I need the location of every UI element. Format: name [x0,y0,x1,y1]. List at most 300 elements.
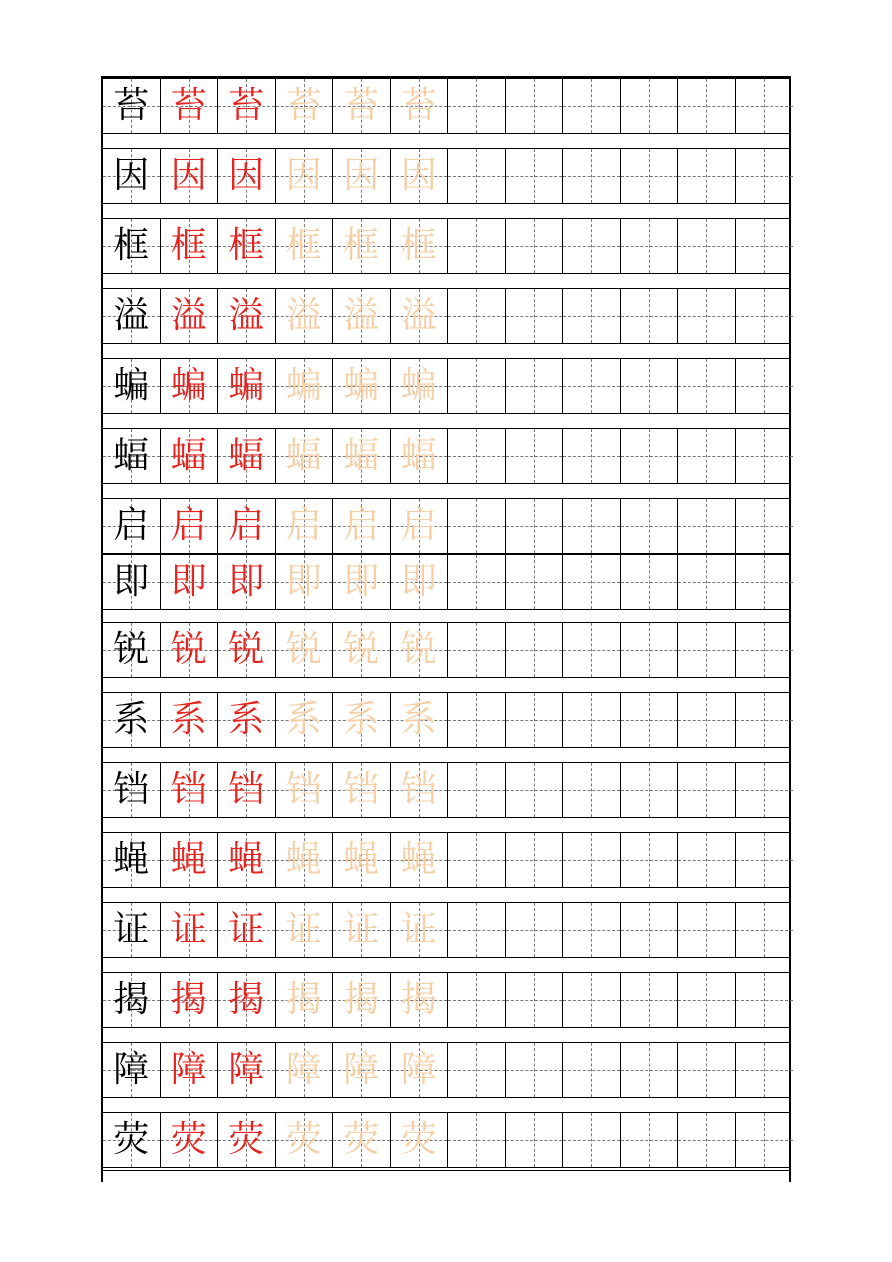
practice-row [103,78,789,134]
blank-cell [621,359,679,413]
blank-cell [448,359,506,413]
trace-character [333,359,391,413]
trace-character [276,973,334,1027]
character-glyph: 障 [170,1049,207,1090]
blank-cell [506,555,564,609]
blank-cell [678,219,736,273]
character-glyph: 蝇 [400,839,437,880]
trace-character [276,79,334,133]
blank-cell [621,429,679,483]
trace-character [333,499,391,553]
character-glyph: 荧 [228,1119,265,1160]
character-glyph: 框 [170,225,207,266]
character-glyph: 即 [343,561,380,602]
blank-cell [678,555,736,609]
character-glyph: 因 [170,155,207,196]
blank-cell [621,693,679,747]
blank-cell [678,429,736,483]
blank-cell [621,1113,679,1167]
character-glyph: 即 [170,561,207,602]
red-character [218,693,276,747]
blank-cell [621,623,679,677]
trace-character [276,289,334,343]
blank-cell [448,973,506,1027]
character-glyph: 蝙 [400,365,437,406]
blank-cell [506,79,564,133]
blank-cell [563,1113,621,1167]
blank-cell [736,903,794,957]
practice-row [103,1112,789,1168]
blank-cell [448,1113,506,1167]
trace-character [391,833,449,887]
character-glyph: 启 [170,505,207,546]
practice-row [103,498,789,554]
model-character [103,555,161,609]
character-glyph: 揭 [170,979,207,1020]
trace-character [391,79,449,133]
character-glyph: 铛 [285,769,322,810]
blank-cell [563,623,621,677]
character-glyph: 证 [400,909,437,950]
trace-character [276,429,334,483]
character-glyph: 苔 [285,85,322,126]
red-character [218,763,276,817]
model-character [103,623,161,677]
character-glyph: 系 [170,699,207,740]
blank-cell [563,833,621,887]
trace-character [391,219,449,273]
blank-cell [621,903,679,957]
character-glyph: 铛 [343,769,380,810]
character-glyph: 框 [285,225,322,266]
red-character [161,555,219,609]
character-glyph: 苔 [170,85,207,126]
blank-cell [736,693,794,747]
practice-row [103,692,789,748]
character-glyph: 蝇 [285,839,322,880]
blank-cell [506,693,564,747]
blank-cell [736,429,794,483]
blank-cell [448,149,506,203]
trace-character [333,833,391,887]
blank-cell [678,79,736,133]
character-glyph: 铛 [113,769,150,810]
character-glyph: 启 [113,505,150,546]
blank-cell [621,1043,679,1097]
blank-cell [736,499,794,553]
blank-cell [678,763,736,817]
blank-cell [621,289,679,343]
trace-character [391,359,449,413]
character-glyph: 溢 [285,295,322,336]
character-glyph: 溢 [228,295,265,336]
trace-character [276,903,334,957]
blank-cell [678,359,736,413]
trace-character [333,1043,391,1097]
model-character [103,289,161,343]
character-glyph: 启 [343,505,380,546]
trace-character [391,555,449,609]
red-character [218,149,276,203]
blank-cell [506,359,564,413]
trace-character [276,833,334,887]
partial-row [103,1170,789,1184]
model-character [103,903,161,957]
trace-character [391,1113,449,1167]
blank-cell [736,623,794,677]
blank-cell [736,79,794,133]
blank-cell [448,79,506,133]
blank-cell [506,833,564,887]
blank-cell [736,1113,794,1167]
trace-character [391,429,449,483]
blank-cell [736,149,794,203]
red-character [218,623,276,677]
blank-cell [563,1043,621,1097]
red-character [161,289,219,343]
character-glyph: 揭 [113,979,150,1020]
character-glyph: 蝠 [400,435,437,476]
blank-cell [563,79,621,133]
practice-row [103,148,789,204]
character-glyph: 苔 [343,85,380,126]
character-glyph: 系 [400,699,437,740]
red-character [161,763,219,817]
character-glyph: 因 [285,155,322,196]
character-glyph: 蝇 [113,839,150,880]
practice-row [103,218,789,274]
blank-cell [678,903,736,957]
trace-character [333,429,391,483]
blank-cell [678,693,736,747]
model-character [103,359,161,413]
character-glyph: 锐 [400,629,437,670]
blank-cell [506,429,564,483]
character-glyph: 启 [228,505,265,546]
blank-cell [448,833,506,887]
blank-cell [506,219,564,273]
blank-cell [621,833,679,887]
trace-character [276,1113,334,1167]
red-character [218,359,276,413]
red-character [161,973,219,1027]
model-character [103,219,161,273]
red-character [161,429,219,483]
blank-cell [736,833,794,887]
practice-row [103,832,789,888]
character-glyph: 证 [113,909,150,950]
blank-cell [736,1043,794,1097]
trace-character [391,693,449,747]
character-glyph: 荧 [170,1119,207,1160]
blank-cell [563,429,621,483]
character-glyph: 框 [400,225,437,266]
trace-character [333,623,391,677]
character-glyph: 蝙 [228,365,265,406]
character-glyph: 系 [285,699,322,740]
blank-cell [678,149,736,203]
trace-character [333,1113,391,1167]
character-glyph: 锐 [285,629,322,670]
model-character [103,79,161,133]
blank-cell [448,693,506,747]
character-glyph: 苔 [113,85,150,126]
blank-cell [506,623,564,677]
character-glyph: 蝙 [343,365,380,406]
trace-character [391,499,449,553]
trace-character [391,903,449,957]
blank-cell [621,499,679,553]
trace-character [333,555,391,609]
red-character [218,1043,276,1097]
blank-cell [506,903,564,957]
character-glyph: 蝠 [228,435,265,476]
character-glyph: 启 [285,505,322,546]
character-glyph: 铛 [228,769,265,810]
character-glyph: 障 [113,1049,150,1090]
character-glyph: 蝙 [170,365,207,406]
blank-cell [563,359,621,413]
model-character [103,1043,161,1097]
red-character [161,219,219,273]
red-character [218,499,276,553]
blank-cell [621,763,679,817]
blank-cell [736,555,794,609]
blank-cell [448,429,506,483]
blank-cell [563,499,621,553]
trace-character [333,973,391,1027]
character-glyph: 证 [285,909,322,950]
character-glyph: 障 [400,1049,437,1090]
trace-character [276,693,334,747]
trace-character [333,149,391,203]
character-glyph: 系 [113,699,150,740]
red-character [218,903,276,957]
blank-cell [621,219,679,273]
character-glyph: 苔 [228,85,265,126]
character-glyph: 因 [113,155,150,196]
character-glyph: 因 [400,155,437,196]
blank-cell [448,763,506,817]
model-character [103,149,161,203]
red-character [218,833,276,887]
character-glyph: 即 [113,561,150,602]
character-glyph: 揭 [285,979,322,1020]
blank-cell [621,555,679,609]
red-character [218,219,276,273]
blank-cell [678,833,736,887]
trace-character [391,623,449,677]
character-glyph: 即 [400,561,437,602]
trace-character [391,149,449,203]
blank-cell [563,289,621,343]
model-character [103,833,161,887]
blank-cell [736,359,794,413]
blank-cell [506,763,564,817]
trace-character [276,763,334,817]
character-glyph: 蝠 [113,435,150,476]
blank-cell [506,973,564,1027]
red-character [161,903,219,957]
blank-cell [448,499,506,553]
trace-character [333,763,391,817]
blank-cell [448,219,506,273]
blank-cell [736,973,794,1027]
blank-cell [678,1043,736,1097]
red-character [161,693,219,747]
blank-cell [563,973,621,1027]
character-glyph: 揭 [400,979,437,1020]
character-glyph: 蝙 [113,365,150,406]
blank-cell [736,219,794,273]
trace-character [276,149,334,203]
character-glyph: 即 [228,561,265,602]
character-glyph: 揭 [228,979,265,1020]
trace-character [333,289,391,343]
practice-row [103,554,789,610]
character-glyph: 蝇 [170,839,207,880]
character-glyph: 因 [228,155,265,196]
character-glyph: 障 [228,1049,265,1090]
blank-cell [621,79,679,133]
practice-row [103,972,789,1028]
model-character [103,1113,161,1167]
character-glyph: 系 [228,699,265,740]
red-character [161,149,219,203]
practice-row [103,428,789,484]
blank-cell [678,289,736,343]
red-character [161,499,219,553]
blank-cell [621,973,679,1027]
blank-cell [506,1113,564,1167]
red-character [161,359,219,413]
trace-character [276,1043,334,1097]
character-glyph: 铛 [400,769,437,810]
character-glyph: 框 [113,225,150,266]
character-glyph: 障 [343,1049,380,1090]
blank-cell [448,555,506,609]
character-glyph: 溢 [170,295,207,336]
blank-cell [678,623,736,677]
character-glyph: 证 [170,909,207,950]
red-character [218,1113,276,1167]
character-glyph: 蝇 [228,839,265,880]
blank-cell [448,623,506,677]
character-glyph: 荧 [113,1119,150,1160]
character-glyph: 锐 [170,629,207,670]
model-character [103,973,161,1027]
blank-cell [563,763,621,817]
trace-character [276,359,334,413]
red-character [161,833,219,887]
character-glyph: 荧 [400,1119,437,1160]
character-glyph: 铛 [170,769,207,810]
practice-row [103,288,789,344]
character-glyph: 框 [343,225,380,266]
blank-cell [621,149,679,203]
character-glyph: 锐 [228,629,265,670]
practice-row [103,762,789,818]
character-glyph: 揭 [343,979,380,1020]
red-character [218,429,276,483]
character-glyph: 蝠 [285,435,322,476]
trace-character [333,219,391,273]
model-character [103,763,161,817]
character-glyph: 蝙 [285,365,322,406]
character-glyph: 锐 [113,629,150,670]
red-character [218,79,276,133]
blank-cell [448,1043,506,1097]
red-character [218,555,276,609]
red-character [161,79,219,133]
character-glyph: 证 [343,909,380,950]
model-character [103,499,161,553]
blank-cell [678,1113,736,1167]
practice-row [103,902,789,958]
trace-character [391,1043,449,1097]
blank-cell [736,763,794,817]
blank-cell [563,903,621,957]
trace-character [333,79,391,133]
character-glyph: 蝠 [170,435,207,476]
character-glyph: 框 [228,225,265,266]
blank-cell [506,499,564,553]
character-glyph: 障 [285,1049,322,1090]
character-glyph: 启 [400,505,437,546]
blank-cell [563,219,621,273]
blank-cell [678,973,736,1027]
character-glyph: 溢 [343,295,380,336]
practice-sheet [101,76,791,1182]
character-glyph: 锐 [343,629,380,670]
blank-cell [506,149,564,203]
trace-character [333,903,391,957]
character-glyph: 苔 [400,85,437,126]
character-glyph: 溢 [400,295,437,336]
model-character [103,693,161,747]
blank-cell [448,903,506,957]
character-glyph: 荧 [285,1119,322,1160]
trace-character [391,289,449,343]
blank-cell [736,289,794,343]
red-character [161,623,219,677]
model-character [103,429,161,483]
red-character [218,973,276,1027]
practice-row [103,1042,789,1098]
trace-character [276,623,334,677]
red-character [161,1113,219,1167]
character-glyph: 因 [343,155,380,196]
trace-character [391,763,449,817]
blank-cell [506,289,564,343]
blank-cell [563,693,621,747]
character-glyph: 蝠 [343,435,380,476]
trace-character [276,499,334,553]
character-glyph: 蝇 [343,839,380,880]
practice-row [103,358,789,414]
blank-cell [678,499,736,553]
blank-cell [506,1043,564,1097]
trace-character [333,693,391,747]
red-character [218,289,276,343]
blank-cell [563,555,621,609]
practice-row [103,622,789,678]
trace-character [391,973,449,1027]
character-glyph: 荧 [343,1119,380,1160]
character-glyph: 证 [228,909,265,950]
trace-character [276,555,334,609]
blank-cell [563,149,621,203]
